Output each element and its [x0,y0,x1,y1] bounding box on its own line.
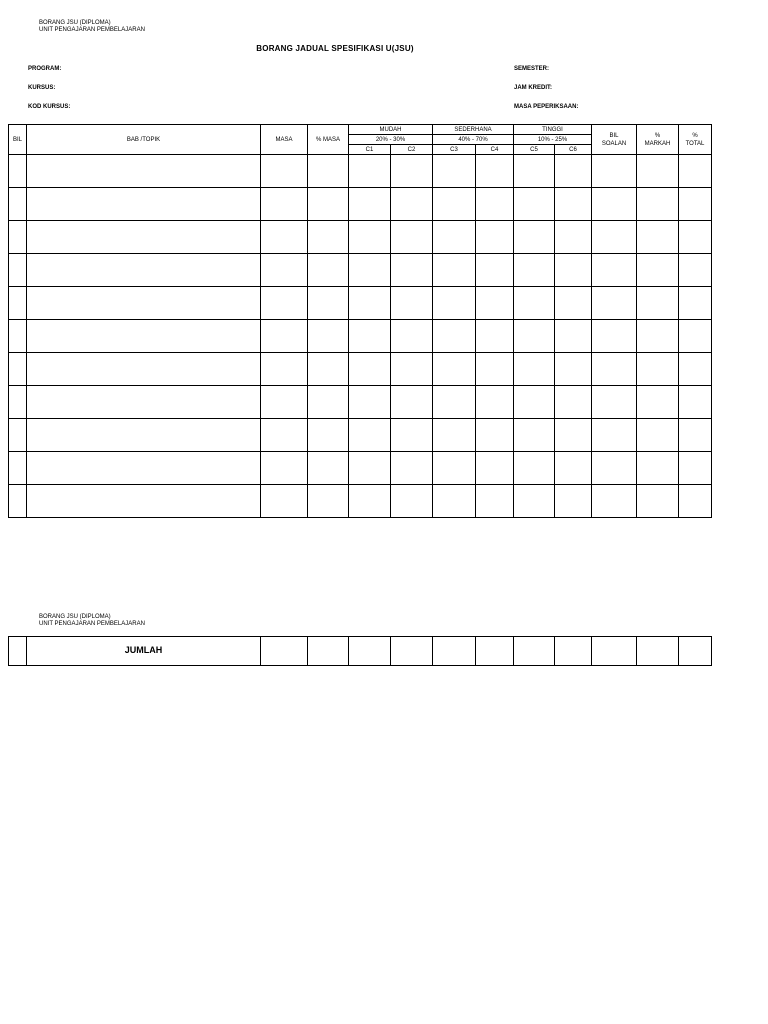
cell-c4[interactable] [476,287,514,320]
cell-c2[interactable] [391,485,433,518]
cell-c6[interactable] [555,386,592,419]
bil-soalan-line-2: SOALAN [601,140,627,147]
table-row [9,419,712,452]
jumlah-cell-c4[interactable] [476,637,514,666]
header-line-2: UNIT PENGAJARAN PEMBELAJARAN [39,27,145,33]
cell-bab-topik[interactable] [27,419,261,452]
cell-bab-topik[interactable] [27,155,261,188]
table-row [9,452,712,485]
cell-c6[interactable] [555,188,592,221]
cell-bil-soalan[interactable] [592,254,637,287]
cell-pct-markah[interactable] [637,353,679,386]
cell-c6[interactable] [555,287,592,320]
cell-c4[interactable] [476,386,514,419]
cell-c6[interactable] [555,419,592,452]
cell-c3[interactable] [433,485,476,518]
cell-pct-total[interactable] [679,254,712,287]
cell-pct-masa[interactable] [308,353,349,386]
jumlah-cell-pct-masa[interactable] [308,637,349,666]
col-header-c4: C4 [476,145,514,155]
cell-pct-markah[interactable] [637,287,679,320]
cell-c2[interactable] [391,221,433,254]
cell-pct-masa[interactable] [308,188,349,221]
cell-bil[interactable] [9,287,27,320]
cell-bab-topik[interactable] [27,320,261,353]
cell-c2[interactable] [391,155,433,188]
cell-pct-markah[interactable] [637,155,679,188]
cell-c4[interactable] [476,188,514,221]
cell-masa[interactable] [261,287,308,320]
cell-c3[interactable] [433,419,476,452]
jumlah-label: JUMLAH [124,645,163,655]
cell-c5[interactable] [514,287,555,320]
cell-c4[interactable] [476,155,514,188]
table-row [9,287,712,320]
cell-c5[interactable] [514,155,555,188]
table-row [9,221,712,254]
cell-bil[interactable] [9,188,27,221]
table-row [9,386,712,419]
cell-bil-soalan[interactable] [592,353,637,386]
cell-pct-total[interactable] [679,452,712,485]
program-label: PROGRAM: [28,66,62,72]
pct-markah-line-2: MARKAH [644,140,671,147]
jumlah-cell-c5[interactable] [514,637,555,666]
header-line-1: BORANG JSU (DIPLOMA) [39,20,111,26]
col-header-c2: C2 [391,145,433,155]
cell-pct-total[interactable] [679,353,712,386]
pct-markah-line-1: % [654,132,661,139]
cell-bil-soalan[interactable] [592,485,637,518]
cell-bil[interactable] [9,320,27,353]
cell-c5[interactable] [514,485,555,518]
cell-bil[interactable] [9,419,27,452]
cell-pct-masa[interactable] [308,221,349,254]
cell-bil[interactable] [9,353,27,386]
cell-pct-masa[interactable] [308,452,349,485]
cell-c1[interactable] [349,386,391,419]
cell-masa[interactable] [261,485,308,518]
col-header-pct-masa: % MASA [308,125,349,155]
cell-pct-masa[interactable] [308,155,349,188]
col-header-bab-topik: BAB /TOPIK [27,125,261,155]
table-row [9,320,712,353]
cell-pct-masa[interactable] [308,386,349,419]
jumlah-cell-masa[interactable] [261,637,308,666]
sederhana-range: 40% - 70% [433,135,514,145]
cell-masa[interactable] [261,320,308,353]
jumlah-label-cell [27,637,261,666]
col-header-pct-markah [637,125,679,155]
cell-c3[interactable] [433,320,476,353]
cell-c1[interactable] [349,287,391,320]
cell-c6[interactable] [555,254,592,287]
jumlah-cell-c3[interactable] [433,637,476,666]
cell-masa[interactable] [261,452,308,485]
col-header-pct-total [679,125,712,155]
jam-kredit-label: JAM KREDIT: [514,85,553,91]
footer-form-header [39,614,145,628]
cell-c1[interactable] [349,320,391,353]
cell-c3[interactable] [433,287,476,320]
cell-c5[interactable] [514,254,555,287]
cell-c3[interactable] [433,353,476,386]
cell-bil-soalan[interactable] [592,221,637,254]
cell-masa[interactable] [261,221,308,254]
table-row [9,485,712,518]
cell-c6[interactable] [555,320,592,353]
cell-c1[interactable] [349,452,391,485]
cell-c2[interactable] [391,254,433,287]
cell-masa[interactable] [261,254,308,287]
cell-pct-markah[interactable] [637,188,679,221]
cell-c5[interactable] [514,386,555,419]
cell-c4[interactable] [476,221,514,254]
cell-c6[interactable] [555,485,592,518]
col-header-c1: C1 [349,145,391,155]
jumlah-cell-c1[interactable] [349,637,391,666]
cell-c1[interactable] [349,221,391,254]
cell-bab-topik[interactable] [27,386,261,419]
pct-total-line-2: TOTAL [685,140,705,147]
cell-bil[interactable] [9,254,27,287]
cell-c1[interactable] [349,353,391,386]
table-row [9,188,712,221]
jumlah-cell-bil-soalan[interactable] [592,637,637,666]
cell-bil[interactable] [9,155,27,188]
cell-pct-markah[interactable] [637,320,679,353]
col-header-bil: BIL [9,125,27,155]
cell-c1[interactable] [349,188,391,221]
cell-pct-total[interactable] [679,320,712,353]
cell-bab-topik[interactable] [27,485,261,518]
table-row [9,155,712,188]
col-header-mudah: MUDAH [349,125,433,135]
table-row [9,353,712,386]
cell-bil-soalan[interactable] [592,419,637,452]
kursus-label: KURSUS: [28,85,56,91]
cell-c5[interactable] [514,419,555,452]
cell-c1[interactable] [349,254,391,287]
cell-c3[interactable] [433,254,476,287]
cell-bab-topik[interactable] [27,221,261,254]
cell-pct-total[interactable] [679,419,712,452]
tinggi-range: 10% - 25% [514,135,592,145]
cell-pct-total[interactable] [679,155,712,188]
cell-bil[interactable] [9,221,27,254]
cell-c5[interactable] [514,320,555,353]
cell-c6[interactable] [555,221,592,254]
cell-c5[interactable] [514,188,555,221]
col-header-c5: C5 [514,145,555,155]
cell-c4[interactable] [476,452,514,485]
cell-pct-markah[interactable] [637,419,679,452]
cell-bil-soalan[interactable] [592,386,637,419]
cell-pct-masa[interactable] [308,419,349,452]
col-header-c6: C6 [555,145,592,155]
cell-c6[interactable] [555,155,592,188]
cell-c5[interactable] [514,221,555,254]
col-header-bil-soalan [592,125,637,155]
cell-pct-markah[interactable] [637,386,679,419]
cell-c4[interactable] [476,320,514,353]
cell-c2[interactable] [391,386,433,419]
col-header-c3: C3 [433,145,476,155]
cell-masa[interactable] [261,188,308,221]
cell-bil-soalan[interactable] [592,188,637,221]
semester-label: SEMESTER: [514,66,550,72]
col-header-sederhana: SEDERHANA [433,125,514,135]
footer-header-line-1: BORANG JSU (DIPLOMA) [39,614,111,620]
cell-bab-topik[interactable] [27,188,261,221]
cell-c4[interactable] [476,254,514,287]
cell-pct-total[interactable] [679,485,712,518]
cell-c4[interactable] [476,353,514,386]
cell-bab-topik[interactable] [27,353,261,386]
cell-c1[interactable] [349,485,391,518]
jumlah-row [9,637,712,666]
cell-c3[interactable] [433,452,476,485]
cell-pct-total[interactable] [679,188,712,221]
cell-bab-topik[interactable] [27,254,261,287]
cell-c1[interactable] [349,155,391,188]
cell-c3[interactable] [433,155,476,188]
cell-masa[interactable] [261,386,308,419]
cell-pct-markah[interactable] [637,452,679,485]
col-header-tinggi: TINGGI [514,125,592,135]
jsu-table [8,124,712,518]
bil-soalan-line-1: BIL [609,132,619,139]
cell-bil[interactable] [9,386,27,419]
cell-pct-total[interactable] [679,287,712,320]
table-row [9,254,712,287]
cell-pct-masa[interactable] [308,287,349,320]
cell-c5[interactable] [514,353,555,386]
jumlah-cell-pct-total[interactable] [679,637,712,666]
cell-c6[interactable] [555,353,592,386]
cell-bil-soalan[interactable] [592,155,637,188]
cell-masa[interactable] [261,419,308,452]
cell-bab-topik[interactable] [27,452,261,485]
cell-pct-markah[interactable] [637,221,679,254]
cell-c2[interactable] [391,188,433,221]
cell-c1[interactable] [349,419,391,452]
jumlah-cell-c6[interactable] [555,637,592,666]
cell-c2[interactable] [391,353,433,386]
jumlah-cell-bil [9,637,27,666]
cell-pct-total[interactable] [679,386,712,419]
cell-c3[interactable] [433,188,476,221]
cell-bab-topik[interactable] [27,287,261,320]
masa-peperiksaan-label: MASA PEPERIKSAAN: [514,104,579,110]
cell-bil-soalan[interactable] [592,452,637,485]
col-header-masa: MASA [261,125,308,155]
cell-masa[interactable] [261,155,308,188]
jumlah-cell-c2[interactable] [391,637,433,666]
cell-pct-masa[interactable] [308,320,349,353]
cell-pct-markah[interactable] [637,254,679,287]
cell-pct-masa[interactable] [308,485,349,518]
pct-total-line-1: % [692,132,698,139]
jumlah-table [8,636,712,666]
page-title: BORANG JADUAL SPESIFIKASI U(JSU) [256,44,414,53]
cell-pct-total[interactable] [679,221,712,254]
cell-c3[interactable] [433,386,476,419]
cell-pct-markah[interactable] [637,485,679,518]
footer-header-line-2: UNIT PENGAJARAN PEMBELAJARAN [39,621,145,627]
cell-bil-soalan[interactable] [592,320,637,353]
cell-masa[interactable] [261,353,308,386]
cell-c4[interactable] [476,419,514,452]
cell-c2[interactable] [391,287,433,320]
cell-c3[interactable] [433,221,476,254]
cell-c6[interactable] [555,452,592,485]
cell-pct-masa[interactable] [308,254,349,287]
cell-c5[interactable] [514,452,555,485]
kod-kursus-label: KOD KURSUS: [28,104,71,110]
cell-c2[interactable] [391,419,433,452]
cell-c2[interactable] [391,320,433,353]
jumlah-cell-pct-markah[interactable] [637,637,679,666]
cell-bil[interactable] [9,452,27,485]
cell-c4[interactable] [476,485,514,518]
form-header [39,20,145,34]
cell-c2[interactable] [391,452,433,485]
cell-bil[interactable] [9,485,27,518]
mudah-range: 20% - 30% [349,135,433,145]
cell-bil-soalan[interactable] [592,287,637,320]
